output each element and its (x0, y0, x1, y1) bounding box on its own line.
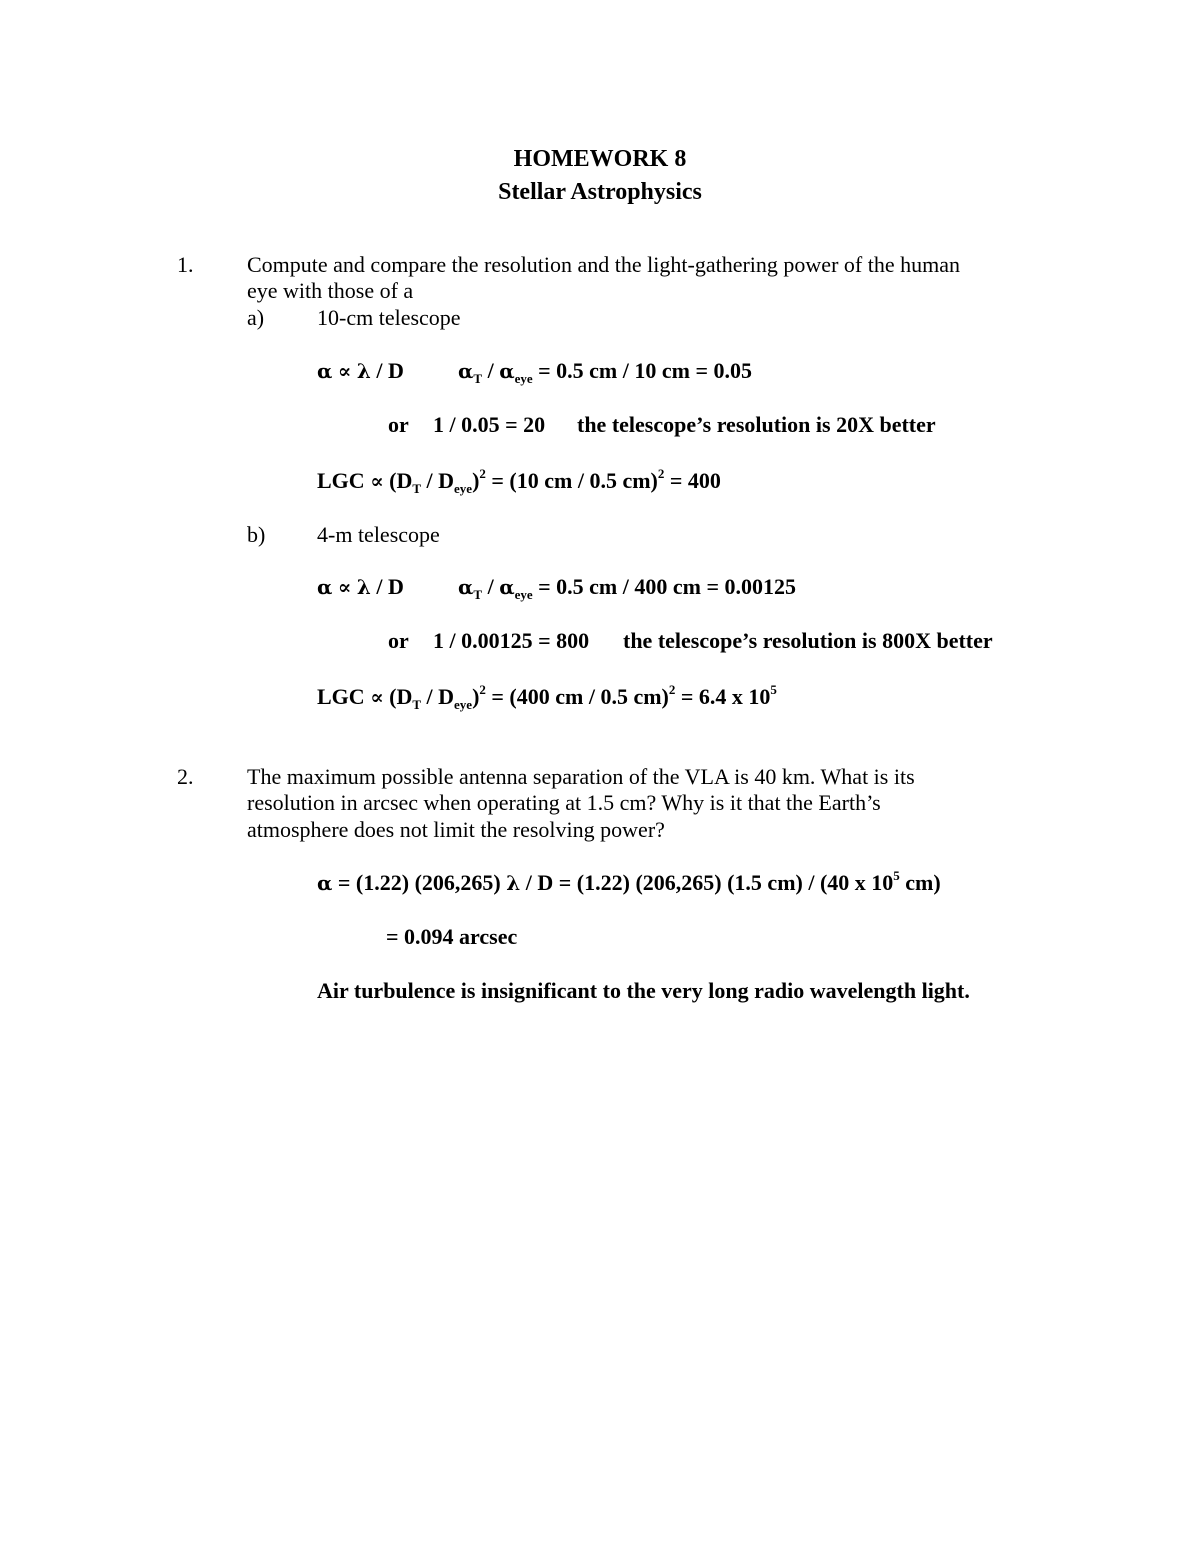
subscript-t: T (412, 481, 422, 496)
subscript-t: T (473, 371, 483, 386)
alpha-symbol: α (458, 359, 474, 383)
q1a-eq2: 1 / 0.05 = 20 (433, 412, 546, 437)
q1b-eq2-note: the telescope’s resolution is 800X better (623, 628, 993, 653)
q2-conclusion: Air turbulence is insignificant to the very long radio wavelength light. (317, 978, 970, 1003)
q1a-label: a) (247, 305, 265, 330)
page-title: HOMEWORK 8 (513, 146, 687, 172)
alpha-symbol: α (499, 575, 515, 599)
lgc-result: = 400 (664, 468, 721, 493)
q1b-proportionality (317, 574, 404, 600)
superscript-2: 2 (657, 466, 665, 481)
lgc-label: LGC (317, 468, 365, 493)
q1a-eq1-rhs: / D (370, 358, 404, 383)
subscript-eye: eye (514, 371, 533, 386)
alpha-symbol: α (317, 359, 333, 383)
q1a-lgc (317, 468, 721, 494)
proportional-symbol: ∝ (337, 359, 352, 383)
q1b-ratio: $\alpha_T / \alpha_{eye} = 0.5$ cm / 400 cm = 0.00125 (458, 574, 796, 602)
q1b-eq2: 1 / 0.00125 = 800 (433, 628, 590, 653)
alpha-symbol: α (317, 871, 333, 895)
superscript-5: 5 (893, 868, 900, 883)
alpha-symbol: α (458, 575, 474, 599)
q1-text-line2: eye with those of a (247, 278, 414, 303)
q1b-label: b) (247, 522, 266, 547)
subscript-eye: eye (454, 697, 473, 712)
q1a-proportionality (317, 358, 404, 384)
q1a-or: or (388, 412, 409, 437)
lgc-eq: = (400 cm / 0.5 cm) (485, 684, 669, 709)
q2-eq1-c: cm) (899, 870, 941, 895)
proportional-symbol: ∝ (370, 469, 384, 493)
proportional-symbol: ∝ (337, 575, 352, 599)
lgc-open: (D (389, 684, 413, 709)
alpha-symbol: α (317, 575, 333, 599)
page-subtitle: Stellar Astrophysics (498, 179, 702, 205)
q1-text-line1: Compute and compare the resolution and the light-gathering power of the human (247, 252, 960, 277)
superscript-2: 2 (479, 682, 486, 697)
lgc-mid: / D (421, 468, 455, 493)
subscript-t: T (473, 587, 483, 602)
lgc-result: = 6.4 x 10 (675, 684, 771, 709)
lambda-symbol: λ (356, 575, 371, 599)
q1b-or: or (388, 628, 409, 653)
q1-number: 1. (177, 252, 194, 277)
q2-eq1-a: = (1.22) (206,265) (332, 870, 507, 895)
superscript-2: 2 (668, 682, 676, 697)
subscript-t: T (412, 697, 422, 712)
q2-text-line1: The maximum possible antenna separation of the VLA is 40 km. What is its (247, 764, 915, 789)
q1b-text: 4-m telescope (317, 522, 440, 547)
lgc-close: ) (472, 684, 480, 709)
q1a-text: 10-cm telescope (317, 305, 461, 330)
q2-number: 2. (177, 764, 194, 789)
q1b-eq1-ratio: = 0.5 cm / 400 cm = 0.00125 (532, 574, 796, 599)
q2-eq1 (317, 870, 941, 896)
subscript-eye: eye (514, 587, 533, 602)
q2-text-line3: atmosphere does not limit the resolving power? (247, 817, 665, 842)
q1b-eq1-rhs: / D (370, 574, 404, 599)
lgc-eq: = (10 cm / 0.5 cm) (485, 468, 658, 493)
lgc-mid: / D (421, 684, 455, 709)
q1b-lgc (317, 684, 777, 710)
subscript-eye: eye (454, 481, 473, 496)
proportional-symbol: ∝ (370, 685, 384, 709)
q1a-eq2-note: the telescope’s resolution is 20X better (577, 412, 936, 437)
q1a-eq1-ratio: = 0.5 cm / 10 cm = 0.05 (532, 358, 752, 383)
lgc-close: ) (472, 468, 480, 493)
lgc-label: LGC (317, 684, 365, 709)
lgc-open: (D (389, 468, 413, 493)
superscript-2: 2 (479, 466, 486, 481)
q2-eq2: = 0.094 arcsec (386, 924, 518, 949)
q2-eq1-b: / D = (1.22) (206,265) (1.5 cm) / (40 x 10 (520, 870, 894, 895)
superscript-5: 5 (770, 682, 777, 697)
lambda-symbol: λ (506, 871, 521, 895)
alpha-symbol: α (499, 359, 515, 383)
lambda-symbol: λ (356, 359, 371, 383)
q2-text-line2: resolution in arcsec when operating at 1.5 cm? Why is it that the Earth’s (247, 790, 881, 815)
q1a-ratio: $\alpha_T / \alpha_{eye} = 0.5$ cm / 10 cm = 0.05 (458, 358, 752, 386)
